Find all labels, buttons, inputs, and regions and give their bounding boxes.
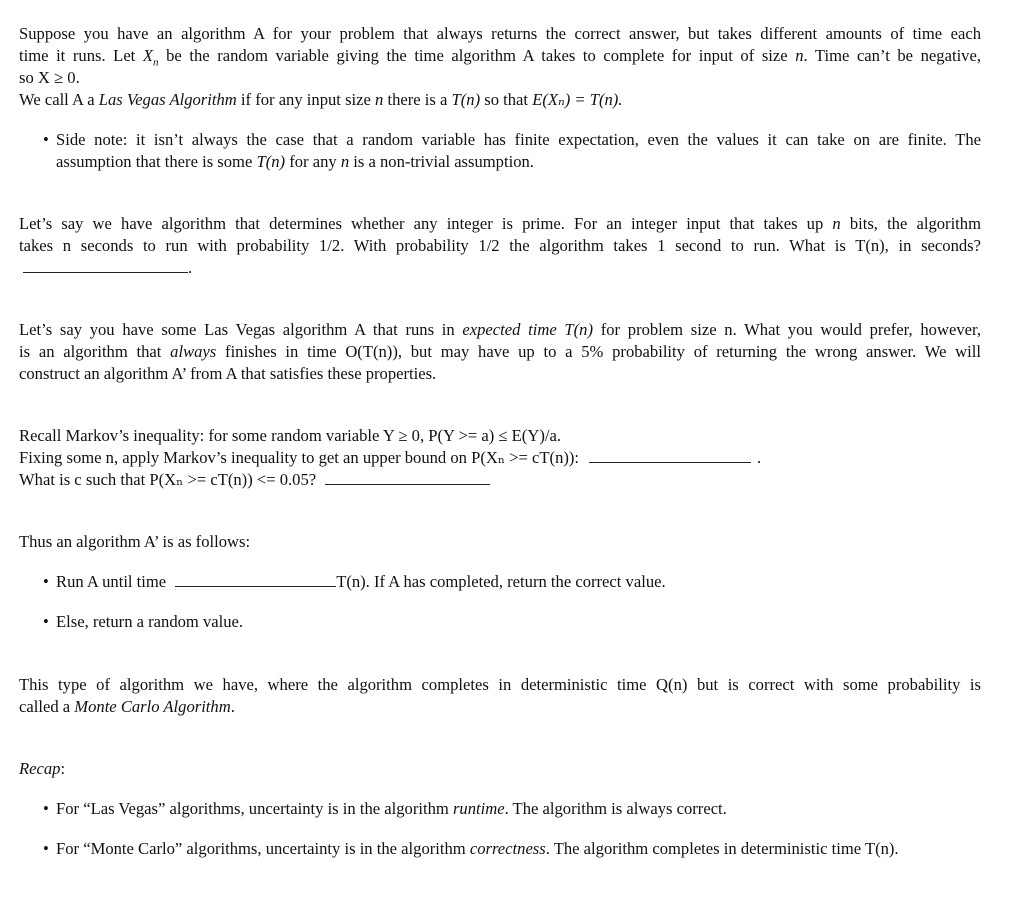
prime-text-1b: bits, the algorithm: [840, 214, 981, 233]
side-note-text-2c: is a non-trivial assumption.: [349, 152, 534, 171]
algorithm-step-1: [43, 571, 666, 593]
correctness-term: correctness: [469, 839, 546, 858]
recap-heading: [19, 758, 65, 780]
mc-line-2: [19, 696, 235, 718]
markov-bound-blank[interactable]: [589, 450, 751, 463]
var-X: X: [142, 46, 154, 65]
recap-item-1: [43, 798, 727, 820]
bullet-icon: •: [43, 130, 49, 149]
runtime-term: runtime: [452, 799, 505, 818]
side-note-line-2: [56, 151, 534, 173]
algorithm-intro-text: Thus an algorithm A’ is as follows:: [19, 532, 251, 551]
mc-text-2a: called a: [19, 697, 75, 716]
mc-text-1: This type of algorithm we have, where the algorithm completes in deterministic time Q(n) but is correct with some probability is: [19, 675, 981, 694]
intro-text-2c: . Time can’t be negative,: [803, 46, 981, 65]
lv-text-1b: for problem size n. What you would prefer, however,: [593, 320, 981, 339]
intro-text-4a: We call A a: [19, 90, 99, 109]
intro-text-4c: there is a: [383, 90, 452, 109]
mc-line-1: [19, 674, 981, 696]
expected-time-term: expected time T(n): [462, 320, 593, 339]
var-n-2: n: [375, 90, 384, 109]
var-Tn-2: T(n): [256, 152, 286, 171]
prime-text-2: takes n seconds to run with probability 1/2. With probability 1/2 the algorithm takes 1 second to run. What is T(n), in seconds?: [19, 236, 981, 255]
var-sub-n: n: [153, 56, 159, 69]
recap-title-suffix: :: [60, 759, 66, 778]
step2-text: Else, return a random value.: [56, 612, 244, 631]
recap-item-2: [43, 838, 899, 860]
prime-line-1: [19, 213, 981, 235]
las-vegas-term: Las Vegas Algorithm: [98, 90, 237, 109]
algorithm-intro: [19, 531, 250, 553]
lv-text-2a: is an algorithm that: [19, 342, 171, 361]
expectation-formula: E(Xₙ) = T(n).: [532, 90, 623, 109]
bullet-icon: •: [43, 612, 49, 631]
var-n: n: [795, 46, 804, 65]
intro-text-1: Suppose you have an algorithm A for your problem that always returns the correct answer, but takes different amounts of time each: [19, 24, 981, 43]
side-note-text-2b: for any: [285, 152, 341, 171]
lv-line-2: [19, 341, 981, 363]
lv-line-3: [19, 363, 436, 385]
markov-text-2: Fixing some n, apply Markov’s inequality to get an upper bound on P(Xₙ >= cT(n)):: [19, 448, 580, 467]
prime-text-1a: Let’s say we have algorithm that determines whether any integer is prime. For an integer input that takes up: [19, 214, 833, 233]
lv-line-1: [19, 319, 981, 341]
lv-text-3: construct an algorithm A’ from A that satisfies these properties.: [19, 364, 437, 383]
step1-text-a: Run A until time: [56, 572, 167, 591]
intro-line-2: [19, 45, 981, 73]
intro-text-4b: if for any input size: [236, 90, 376, 109]
prime-answer-suffix: .: [188, 258, 193, 277]
intro-text-2b: be the random variable giving the time algorithm A takes to complete for input of size: [158, 46, 796, 65]
intro-text-3: so X ≥ 0.: [19, 68, 80, 87]
lv-text-1a: Let’s say you have some Las Vegas algorithm A that runs in: [19, 320, 463, 339]
var-n-4: n: [832, 214, 841, 233]
var-n-3: n: [340, 152, 350, 171]
markov-c-blank[interactable]: [325, 472, 490, 485]
markov-text-3: What is c such that P(Xₙ >= cT(n)) <= 0.05?: [19, 470, 317, 489]
bullet-icon: •: [43, 572, 49, 591]
intro-line-4: [19, 89, 622, 111]
bullet-icon: •: [43, 839, 49, 858]
prime-answer-row: [19, 257, 192, 279]
markov-text-1: Recall Markov’s inequality: for some random variable Y ≥ 0, P(Y >= a) ≤ E(Y)/a.: [19, 426, 561, 445]
recap-item2-a: For “Monte Carlo” algorithms, uncertainty is in the algorithm: [56, 839, 470, 858]
recap-title: Recap: [19, 759, 61, 778]
side-note-bullet: [43, 129, 56, 151]
recap-item1-a: For “Las Vegas” algorithms, uncertainty is in the algorithm: [56, 799, 453, 818]
step1-text-b: T(n). If A has completed, return the correct value.: [336, 572, 666, 591]
markov-bound-suffix: .: [757, 448, 762, 467]
prime-answer-blank[interactable]: [23, 260, 188, 273]
algorithm-step-2: [43, 611, 243, 633]
intro-line-1: [19, 23, 981, 45]
side-note-text-2a: assumption that there is some: [56, 152, 257, 171]
side-note-line-1: [56, 129, 981, 151]
time-multiplier-blank[interactable]: [175, 574, 336, 587]
lv-text-2b: finishes in time O(T(n)), but may have up to a 5% probability of returning the wrong answer. We will: [216, 342, 982, 361]
intro-text-4d: so that: [480, 90, 533, 109]
markov-line-2: [19, 447, 761, 469]
markov-line-1: [19, 425, 561, 447]
monte-carlo-term: Monte Carlo Algorithm: [74, 697, 231, 716]
recap-item2-b: . The algorithm completes in deterministic time T(n).: [545, 839, 899, 858]
markov-line-3: [19, 469, 490, 491]
bullet-icon: •: [43, 799, 49, 818]
side-note-text-1: Side note: it isn’t always the case that a random variable has finite expectation, even the values it can take on are finite. The: [56, 130, 981, 149]
intro-line-3: [19, 67, 80, 89]
var-Tn: T(n): [451, 90, 481, 109]
recap-item1-b: . The algorithm is always correct.: [504, 799, 727, 818]
mc-text-2b: .: [230, 697, 235, 716]
intro-text-2a: time it runs. Let: [19, 46, 143, 65]
always-term: always: [170, 342, 217, 361]
prime-line-2: [19, 235, 981, 257]
